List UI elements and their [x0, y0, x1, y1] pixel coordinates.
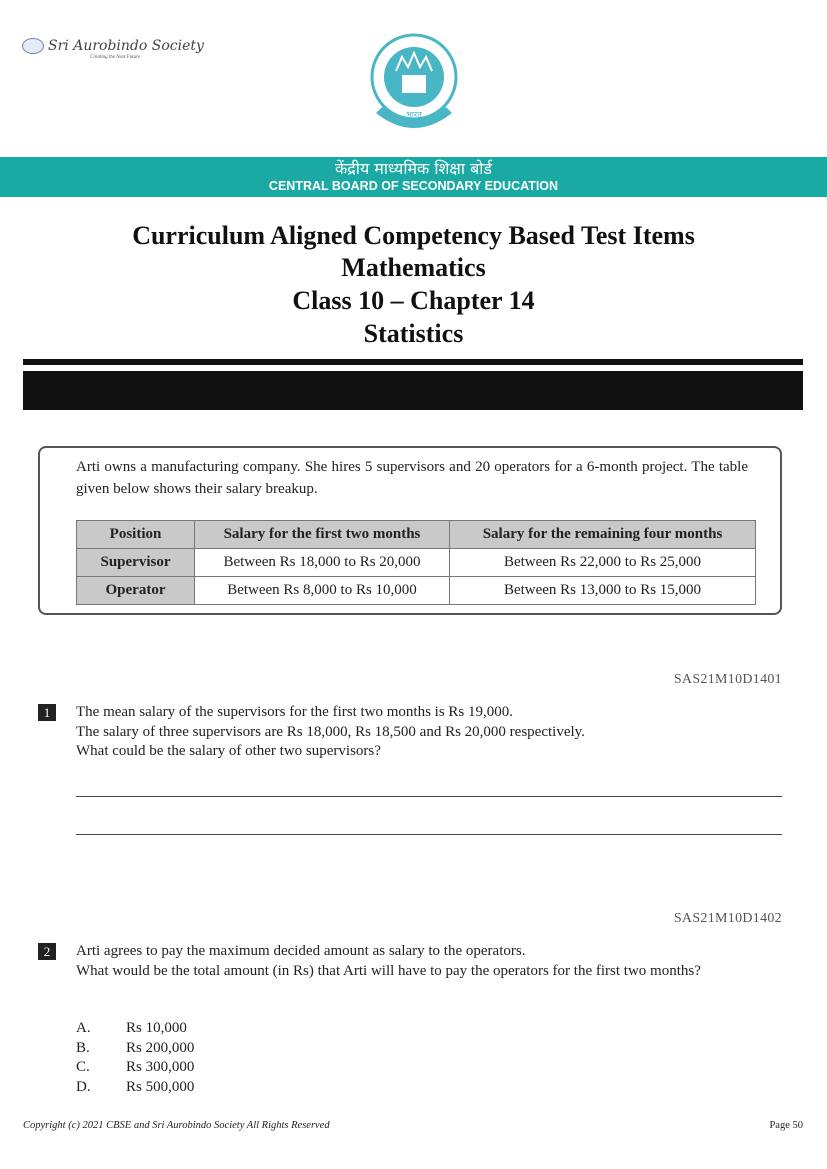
table-header: Salary for the first two months: [195, 521, 450, 549]
logo-text: Sri Aurobindo Society: [48, 38, 204, 54]
question-number: 1: [38, 704, 56, 721]
option-text: Rs 500,000: [126, 1078, 195, 1095]
option-b[interactable]: [76, 1039, 194, 1059]
table-cell: Between Rs 18,000 to Rs 20,000: [195, 549, 450, 577]
question-text: [76, 942, 782, 981]
divider-thin: [23, 359, 803, 365]
banner-english: CENTRAL BOARD OF SECONDARY EDUCATION: [268, 179, 559, 193]
cbse-banner: [0, 157, 827, 197]
option-letter: C.: [76, 1059, 90, 1076]
question-code: SAS21M10D1402: [673, 911, 782, 926]
table-header: Position: [77, 521, 195, 549]
option-d[interactable]: [76, 1078, 194, 1098]
globe-icon: [22, 38, 44, 54]
seal-text: भारत: [406, 110, 422, 119]
topic-title: Statistics: [363, 319, 464, 348]
table-header-row: [77, 521, 756, 549]
cbse-seal-logo: [366, 33, 462, 143]
context-intro: Arti owns a manufacturing company. She hires 5 supervisors and 20 operators for a 6-month project. The table given below shows their salary breakup.: [76, 459, 748, 497]
question-text: [76, 703, 782, 762]
answer-options: [76, 1019, 194, 1097]
question-line: The salary of three supervisors are Rs 18,000, Rs 18,500 and Rs 20,000 respectively.: [76, 723, 585, 740]
subject-title: Mathematics: [341, 253, 486, 282]
chapter-title: Class 10 – Chapter 14: [292, 286, 535, 315]
logo-tagline: Creating the Next Future: [90, 55, 141, 60]
table-cell: Between Rs 13,000 to Rs 15,000: [450, 577, 756, 605]
table-cell: Operator: [77, 577, 195, 605]
salary-table: [76, 520, 756, 605]
option-text: Rs 200,000: [126, 1039, 195, 1056]
divider-thick: [23, 371, 803, 410]
option-text: Rs 300,000: [126, 1059, 195, 1076]
question-line: What could be the salary of other two supervisors?: [76, 743, 381, 759]
option-letter: B.: [76, 1039, 90, 1056]
answer-line[interactable]: [76, 834, 782, 835]
table-row: [77, 577, 756, 605]
question-code: SAS21M10D1401: [673, 672, 782, 687]
question-line: Arti agrees to pay the maximum decided amount as salary to the operators.: [76, 943, 526, 959]
table-cell: Between Rs 8,000 to Rs 10,000: [195, 577, 450, 605]
question-line: The mean salary of the supervisors for the first two months is Rs 19,000.: [76, 704, 514, 720]
option-text: Rs 10,000: [126, 1020, 187, 1036]
document-title: Curriculum Aligned Competency Based Test Items: [132, 221, 695, 250]
option-c[interactable]: [76, 1058, 194, 1078]
table-header: Salary for the remaining four months: [450, 521, 756, 549]
question-number: 2: [38, 943, 56, 960]
option-letter: D.: [76, 1078, 91, 1095]
copyright-footer: Copyright (c) 2021 CBSE and Sri Aurobindo Society All Rights Reserved: [23, 1120, 330, 1131]
table-cell: Supervisor: [77, 549, 195, 577]
option-letter: A.: [76, 1020, 91, 1036]
table-row: [77, 549, 756, 577]
option-a[interactable]: [76, 1019, 194, 1039]
answer-line[interactable]: [76, 796, 782, 797]
question-line: What would be the total amount (in Rs) that Arti will have to pay the operators for the first two months?: [76, 962, 701, 979]
table-cell: Between Rs 22,000 to Rs 25,000: [450, 549, 756, 577]
page-number: Page 50: [769, 1120, 803, 1131]
banner-hindi: केंद्रीय माध्यमिक शिक्षा बोर्ड: [335, 159, 492, 178]
sri-aurobindo-society-logo: [22, 38, 204, 60]
